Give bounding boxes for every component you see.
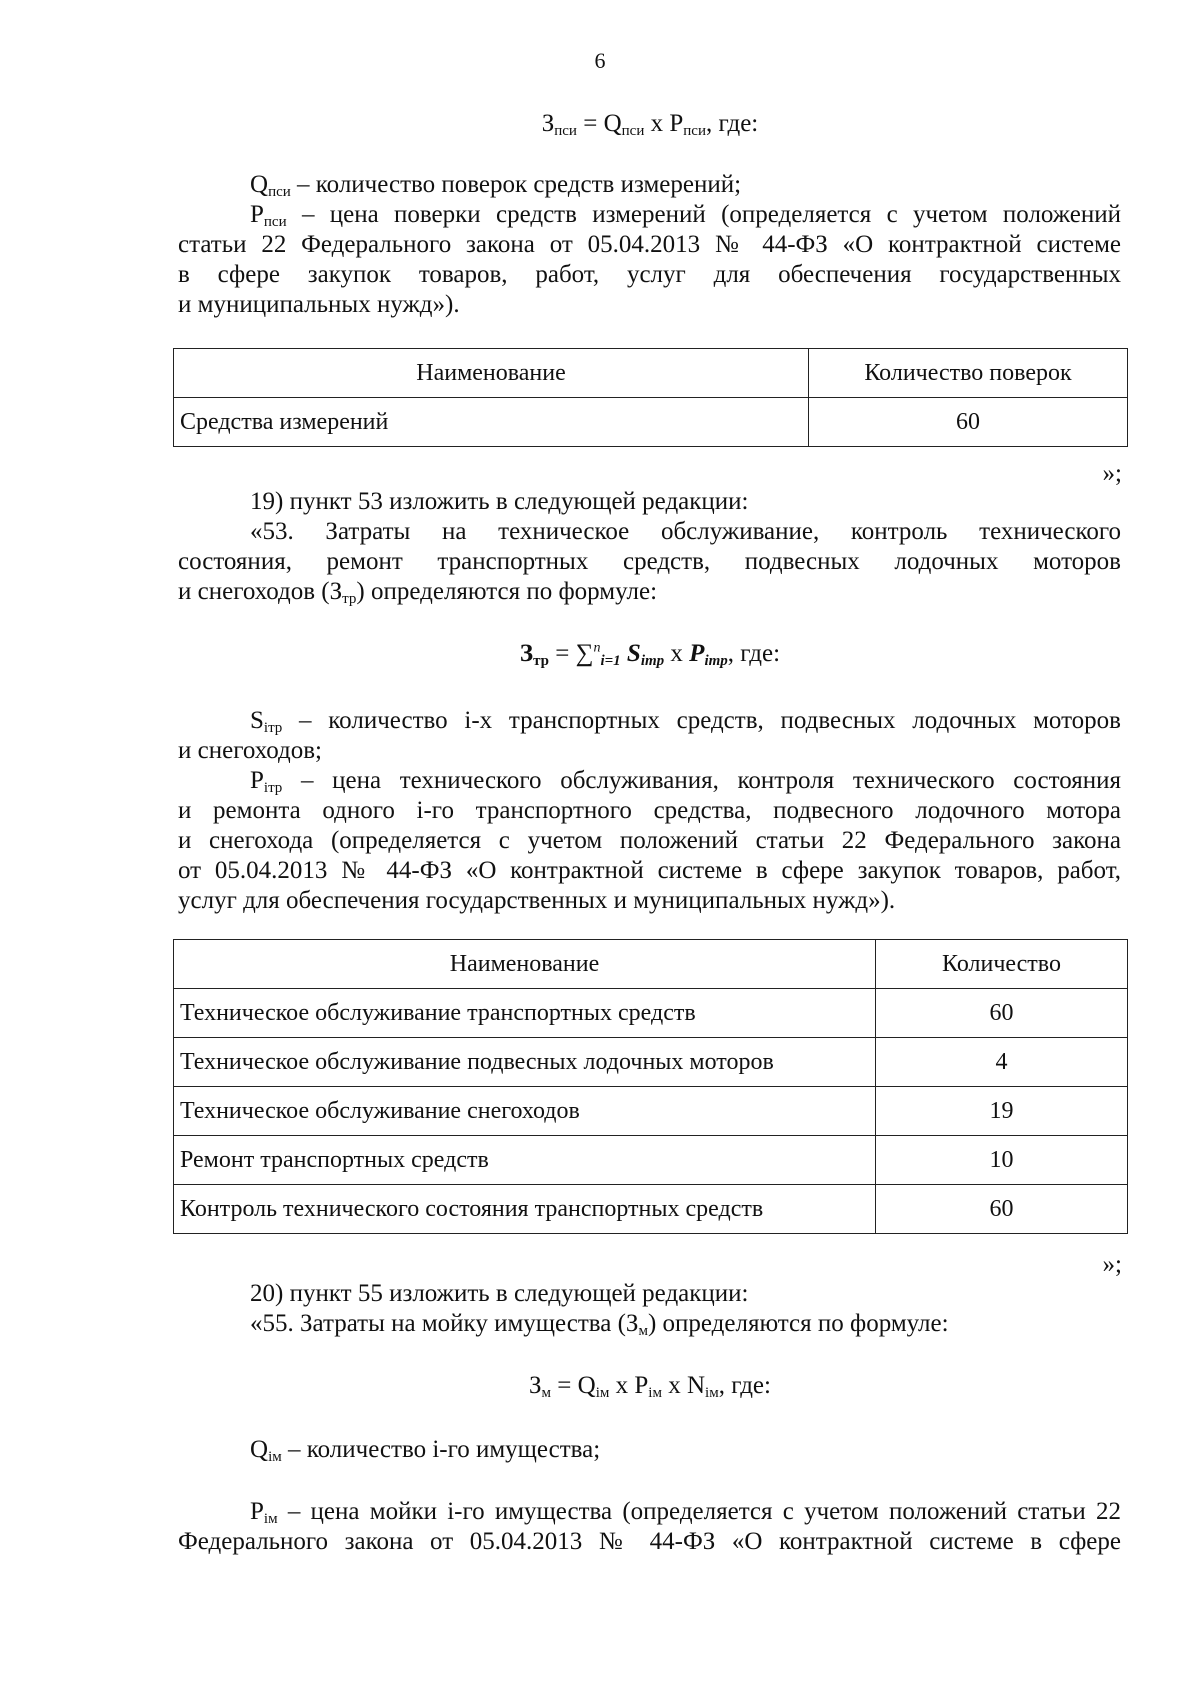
definition-q-im: $Q_{iм}$ – количество i-го имущества; <box>250 1436 601 1465</box>
definition-p-itr-line5: услуг для обеспечения государственных и муниципальных нужд»). <box>178 887 896 914</box>
table-cell: Техническое обслуживание транспортных средств <box>174 989 876 1038</box>
formula-m: $З_м = Q_{iм}$ х $P_{iм}$ х $N_{iм}$, где: <box>529 1372 771 1401</box>
formula-tr: $З_{тр} = \sum^n_{i=1}$ $S_{iтр}$ х $P_{iтр}$, где: <box>519 640 781 669</box>
page-number: 6 <box>594 48 606 73</box>
definition-p-itr-line2: и ремонта одного i-го транспортного средства, подвесного лодочного мотора <box>178 797 1121 824</box>
table-cell: Ремонт транспортных средств <box>174 1136 876 1185</box>
table-cell: 60 <box>876 1185 1128 1234</box>
item-20-line1: «55. Затраты на мойку имущества $(З_м)$ определяются по формуле: <box>250 1310 949 1339</box>
definition-s-itr-line1: $S_{iтр}$ – количество i-х транспортных средств, подвесных лодочных моторов <box>250 707 1121 736</box>
definition-p-psi-line2: статьи 22 Федерального закона от 05.04.2013 № 44-ФЗ «О контрактной системе <box>178 231 1121 258</box>
table-cell: 4 <box>876 1038 1128 1087</box>
item-19-line2: состояния, ремонт транспортных средств, подвесных лодочных моторов <box>178 548 1121 575</box>
table-header-cell: Наименование <box>174 349 809 398</box>
definition-p-im-line1: $P_{iм}$ – цена мойки i-го имущества (определяется с учетом положений статьи 22 <box>250 1498 1121 1527</box>
table-row <box>174 1038 1128 1087</box>
table-cell: Техническое обслуживание снегоходов <box>174 1087 876 1136</box>
table-row <box>174 398 1128 447</box>
closing-quote: »; <box>1102 460 1122 487</box>
definition-s-itr-line2: и снегоходов; <box>178 737 323 764</box>
item-19-title: 19) пункт 53 изложить в следующей редакции: <box>250 488 749 515</box>
item-19-line3: и снегоходов $(З_{тр})$ определяются по формуле: <box>178 578 658 607</box>
definition-p-psi-line4: и муниципальных нужд»). <box>178 291 460 318</box>
closing-quote: »; <box>1102 1251 1122 1278</box>
table-cell: 10 <box>876 1136 1128 1185</box>
definition-p-psi-line1: $P_{пси}$ – цена поверки средств измерений (определяется с учетом положений <box>250 201 1121 230</box>
table-header-cell: Наименование <box>174 940 876 989</box>
table-row <box>174 1185 1128 1234</box>
verification-table <box>173 348 1128 447</box>
item-20-title: 20) пункт 55 изложить в следующей редакции: <box>250 1280 749 1307</box>
maintenance-table <box>173 939 1128 1234</box>
table-header-row <box>174 940 1128 989</box>
formula-psi: $З_{пси} = Q_{пси}$ х $P_{пси}$, где: <box>541 110 759 139</box>
definition-p-itr-line3: и снегохода (определяется с учетом положений статьи 22 Федерального закона <box>178 827 1121 854</box>
table-cell: 60 <box>876 989 1128 1038</box>
table-cell: Техническое обслуживание подвесных лодочных моторов <box>174 1038 876 1087</box>
definition-p-itr-line1: $P_{iтр}$ – цена технического обслуживания, контроля технического состояния <box>250 767 1121 796</box>
table-cell: 60 <box>809 398 1128 447</box>
table-cell: Средства измерений <box>174 398 809 447</box>
definition-p-itr-line4: от 05.04.2013 № 44-ФЗ «О контрактной системе в сфере закупок товаров, работ, <box>178 857 1121 884</box>
table-header-cell: Количество поверок <box>809 349 1128 398</box>
table-header-cell: Количество <box>876 940 1128 989</box>
item-19-line1: «53. Затраты на техническое обслуживание, контроль технического <box>250 518 1121 545</box>
table-row <box>174 989 1128 1038</box>
definition-p-psi-line3: в сфере закупок товаров, работ, услуг для обеспечения государственных <box>178 261 1121 288</box>
definition-p-im-line2: Федерального закона от 05.04.2013 № 44-ФЗ «О контрактной системе в сфере <box>178 1528 1121 1555</box>
table-cell: 19 <box>876 1087 1128 1136</box>
table-row <box>174 1136 1128 1185</box>
definition-q-psi: $Q_{пси}$ – количество поверок средств измерений; <box>250 171 742 200</box>
table-row <box>174 1087 1128 1136</box>
table-header-row <box>174 349 1128 398</box>
table-cell: Контроль технического состояния транспортных средств <box>174 1185 876 1234</box>
